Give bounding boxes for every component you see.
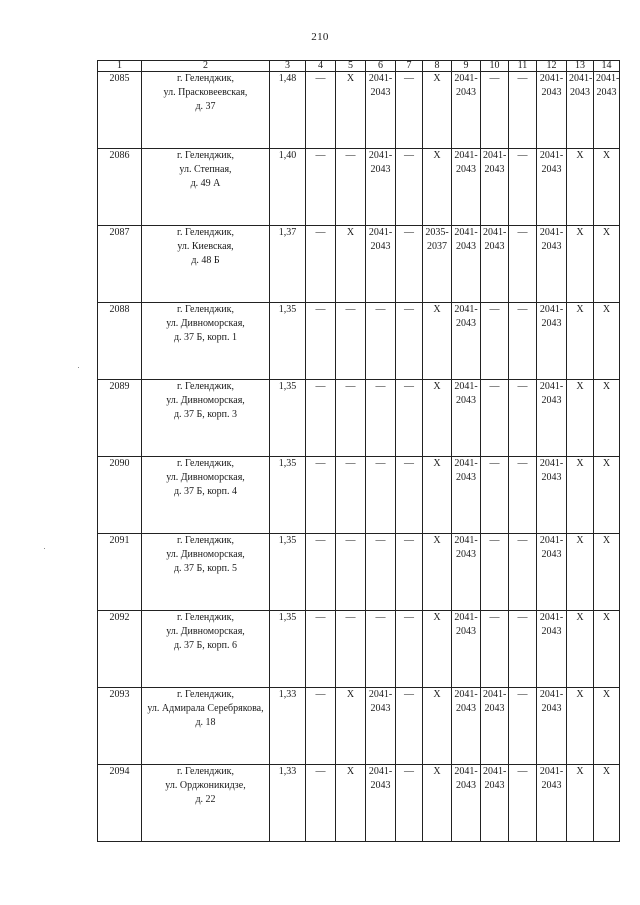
registry-table — [97, 60, 620, 842]
value-cell: 1,37 — [270, 226, 306, 303]
address-line: ул. Дивноморская, — [166, 472, 245, 483]
value-cell: 2041- 2043 — [537, 534, 567, 611]
value-cell: 1,33 — [270, 688, 306, 765]
value-cell: 2041- 2043 — [537, 457, 567, 534]
value-cell: — — [306, 534, 336, 611]
value-cell: Х — [423, 380, 452, 457]
table-row — [98, 765, 620, 842]
value-cell: — — [336, 149, 366, 226]
row-number: 2089 — [98, 380, 142, 457]
column-header: 9 — [452, 61, 481, 72]
value-cell: 2041- 2043 — [537, 611, 567, 688]
address-cell — [142, 534, 270, 611]
value-cell: 1,35 — [270, 457, 306, 534]
value-cell: Х — [594, 380, 620, 457]
column-header: 11 — [509, 61, 537, 72]
value-cell: — — [396, 457, 423, 534]
value-cell: — — [509, 303, 537, 380]
row-number: 2091 — [98, 534, 142, 611]
value-cell: 1,48 — [270, 72, 306, 149]
column-header: 6 — [366, 61, 396, 72]
row-number: 2090 — [98, 457, 142, 534]
value-cell: — — [396, 380, 423, 457]
value-cell: 2041- 2043 — [366, 72, 396, 149]
value-cell: 2041- 2043 — [537, 72, 567, 149]
value-cell: — — [366, 534, 396, 611]
value-cell: Х — [423, 611, 452, 688]
address-line: г. Геленджик, — [177, 689, 234, 700]
column-header: 5 — [336, 61, 366, 72]
value-cell: — — [509, 226, 537, 303]
value-cell: Х — [423, 457, 452, 534]
value-cell: 2041- 2043 — [366, 688, 396, 765]
value-cell: 1,40 — [270, 149, 306, 226]
value-cell: Х — [423, 688, 452, 765]
value-cell: — — [306, 303, 336, 380]
value-cell: — — [336, 611, 366, 688]
value-cell: Х — [567, 380, 594, 457]
value-cell: Х — [567, 457, 594, 534]
column-header: 1 — [98, 61, 142, 72]
value-cell: Х — [567, 611, 594, 688]
address-line: д. 37 Б, корп. 4 — [173, 486, 238, 497]
value-cell: 2041- 2043 — [452, 380, 481, 457]
address-line: ул. Дивноморская, — [166, 395, 245, 406]
address-line: ул. Адмирала Серебрякова, — [147, 703, 264, 714]
value-cell: 2041- 2043 — [537, 688, 567, 765]
column-header: 2 — [142, 61, 270, 72]
value-cell: Х — [567, 765, 594, 842]
table-row — [98, 611, 620, 688]
value-cell: — — [509, 457, 537, 534]
value-cell: 2041- 2043 — [567, 72, 594, 149]
value-cell: — — [396, 611, 423, 688]
row-number: 2094 — [98, 765, 142, 842]
value-cell: — — [396, 149, 423, 226]
value-cell: — — [306, 149, 336, 226]
column-header: 3 — [270, 61, 306, 72]
table-row — [98, 688, 620, 765]
value-cell: Х — [594, 611, 620, 688]
address-line: д. 18 — [195, 717, 216, 728]
table-row — [98, 534, 620, 611]
value-cell: Х — [423, 765, 452, 842]
value-cell: Х — [594, 457, 620, 534]
address-line: г. Геленджик, — [177, 150, 234, 161]
value-cell: 2041- 2043 — [537, 149, 567, 226]
address-line: г. Геленджик, — [177, 612, 234, 623]
value-cell: 2041- 2043 — [452, 72, 481, 149]
value-cell: Х — [594, 765, 620, 842]
value-cell: — — [336, 534, 366, 611]
value-cell: — — [366, 611, 396, 688]
value-cell: Х — [336, 226, 366, 303]
table-row — [98, 226, 620, 303]
scan-speck — [78, 367, 79, 368]
value-cell: Х — [594, 688, 620, 765]
row-number: 2093 — [98, 688, 142, 765]
value-cell: 2041- 2043 — [452, 457, 481, 534]
address-cell — [142, 688, 270, 765]
value-cell: 1,35 — [270, 534, 306, 611]
column-header: 14 — [594, 61, 620, 72]
value-cell: 2041- 2043 — [452, 303, 481, 380]
address-cell — [142, 226, 270, 303]
address-cell — [142, 380, 270, 457]
row-number: 2092 — [98, 611, 142, 688]
table-row — [98, 380, 620, 457]
value-cell: 2041- 2043 — [537, 380, 567, 457]
value-cell: — — [509, 534, 537, 611]
value-cell: 2041- 2043 — [452, 688, 481, 765]
value-cell: — — [481, 380, 509, 457]
row-number: 2087 — [98, 226, 142, 303]
table-row — [98, 72, 620, 149]
value-cell: Х — [594, 149, 620, 226]
address-line: г. Геленджик, — [177, 535, 234, 546]
value-cell: 2041- 2043 — [481, 149, 509, 226]
column-header: 13 — [567, 61, 594, 72]
column-header: 7 — [396, 61, 423, 72]
address-line: г. Геленджик, — [177, 73, 234, 84]
value-cell: 2041- 2043 — [452, 534, 481, 611]
column-header: 8 — [423, 61, 452, 72]
value-cell: 2035- 2037 — [423, 226, 452, 303]
value-cell: 2041- 2043 — [366, 149, 396, 226]
address-line: д. 48 Б — [191, 255, 220, 266]
value-cell: — — [396, 303, 423, 380]
value-cell: 2041- 2043 — [452, 765, 481, 842]
value-cell: — — [336, 380, 366, 457]
address-line: ул. Дивноморская, — [166, 549, 245, 560]
value-cell: — — [509, 765, 537, 842]
value-cell: — — [481, 303, 509, 380]
value-cell: 2041- 2043 — [452, 611, 481, 688]
address-cell — [142, 765, 270, 842]
value-cell: Х — [423, 303, 452, 380]
value-cell: — — [481, 457, 509, 534]
address-cell — [142, 72, 270, 149]
address-line: ул. Степная, — [179, 164, 232, 175]
value-cell: Х — [567, 303, 594, 380]
value-cell: — — [306, 688, 336, 765]
value-cell: 1,33 — [270, 765, 306, 842]
address-line: г. Геленджик, — [177, 381, 234, 392]
value-cell: 1,35 — [270, 380, 306, 457]
value-cell: Х — [567, 688, 594, 765]
value-cell: 2041- 2043 — [366, 226, 396, 303]
column-header-row — [98, 61, 620, 72]
column-header: 12 — [537, 61, 567, 72]
value-cell: — — [306, 765, 336, 842]
value-cell: — — [306, 380, 336, 457]
value-cell: — — [306, 226, 336, 303]
value-cell: 2041- 2043 — [481, 688, 509, 765]
address-line: ул. Киевская, — [177, 241, 234, 252]
address-line: г. Геленджик, — [177, 227, 234, 238]
address-line: ул. Орджоникидзе, — [165, 780, 246, 791]
address-cell — [142, 149, 270, 226]
value-cell: Х — [567, 226, 594, 303]
value-cell: — — [396, 688, 423, 765]
value-cell: 2041- 2043 — [366, 765, 396, 842]
address-line: д. 37 Б, корп. 6 — [173, 640, 238, 651]
value-cell: 2041- 2043 — [481, 765, 509, 842]
value-cell: 2041- 2043 — [537, 765, 567, 842]
row-number: 2086 — [98, 149, 142, 226]
table-row — [98, 457, 620, 534]
value-cell: — — [509, 72, 537, 149]
value-cell: 2041- 2043 — [481, 226, 509, 303]
address-line: г. Геленджик, — [177, 458, 234, 469]
value-cell: — — [366, 457, 396, 534]
value-cell: 2041- 2043 — [452, 149, 481, 226]
address-line: д. 37 Б, корп. 3 — [173, 409, 238, 420]
column-header: 10 — [481, 61, 509, 72]
value-cell: — — [509, 688, 537, 765]
value-cell: Х — [336, 688, 366, 765]
table-row — [98, 149, 620, 226]
value-cell: Х — [336, 72, 366, 149]
address-line: д. 37 Б, корп. 5 — [173, 563, 238, 574]
address-line: г. Геленджик, — [177, 766, 234, 777]
value-cell: — — [396, 765, 423, 842]
value-cell: 2041- 2043 — [594, 72, 620, 149]
row-number: 2085 — [98, 72, 142, 149]
address-line: ул. Дивноморская, — [166, 626, 245, 637]
value-cell: Х — [567, 149, 594, 226]
address-line: д. 37 Б, корп. 1 — [173, 332, 238, 343]
value-cell: — — [396, 534, 423, 611]
address-line: д. 22 — [195, 794, 216, 805]
value-cell: Х — [567, 534, 594, 611]
value-cell: — — [396, 226, 423, 303]
value-cell: 2041- 2043 — [537, 226, 567, 303]
value-cell: — — [509, 380, 537, 457]
value-cell: — — [306, 457, 336, 534]
value-cell: 2041- 2043 — [537, 303, 567, 380]
row-number: 2088 — [98, 303, 142, 380]
address-cell — [142, 611, 270, 688]
value-cell: — — [396, 72, 423, 149]
value-cell: Х — [594, 534, 620, 611]
address-line: ул. Прасковеевская, — [163, 87, 248, 98]
value-cell: — — [481, 72, 509, 149]
table-row — [98, 303, 620, 380]
scan-speck — [44, 548, 45, 549]
value-cell: — — [336, 457, 366, 534]
value-cell: — — [481, 611, 509, 688]
value-cell: Х — [594, 226, 620, 303]
value-cell: — — [509, 611, 537, 688]
address-cell — [142, 457, 270, 534]
value-cell: — — [366, 380, 396, 457]
value-cell: 1,35 — [270, 303, 306, 380]
value-cell: — — [306, 611, 336, 688]
address-line: г. Геленджик, — [177, 304, 234, 315]
column-header: 4 — [306, 61, 336, 72]
value-cell: — — [336, 303, 366, 380]
page-number: 210 — [311, 31, 329, 43]
value-cell: Х — [423, 72, 452, 149]
value-cell: — — [481, 534, 509, 611]
value-cell: 2041- 2043 — [452, 226, 481, 303]
address-line: д. 49 А — [190, 178, 221, 189]
value-cell: — — [366, 303, 396, 380]
registry-body — [98, 72, 620, 842]
value-cell: Х — [594, 303, 620, 380]
address-cell — [142, 303, 270, 380]
address-line: ул. Дивноморская, — [166, 318, 245, 329]
value-cell: Х — [423, 149, 452, 226]
value-cell: — — [306, 72, 336, 149]
value-cell: Х — [423, 534, 452, 611]
value-cell: — — [509, 149, 537, 226]
value-cell: Х — [336, 765, 366, 842]
address-line: д. 37 — [195, 101, 216, 112]
value-cell: 1,35 — [270, 611, 306, 688]
